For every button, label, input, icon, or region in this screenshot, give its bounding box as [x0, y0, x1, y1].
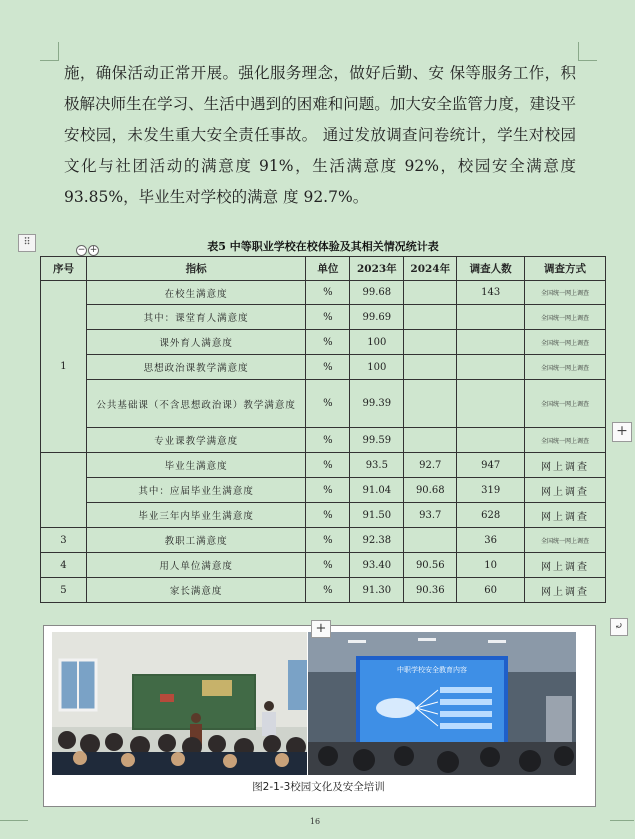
- table-move-handle-icon[interactable]: ⠿: [18, 234, 36, 252]
- cell-method: 全国统一网上调查: [525, 428, 606, 453]
- cell-indicator: 毕业生满意度: [86, 453, 306, 478]
- cell-indicator: 其中：应届毕业生满意度: [86, 478, 306, 503]
- cell-2024: [404, 281, 457, 305]
- cell-2023: 92.38: [350, 528, 404, 553]
- cell-seq: [41, 453, 87, 528]
- cell-seq: 4: [41, 553, 87, 578]
- cell-2024: [404, 528, 457, 553]
- cell-2023: 100: [350, 330, 404, 355]
- cell-count: 628: [457, 503, 525, 528]
- header-2024: 2024年: [404, 257, 457, 281]
- cell-2023: 99.39: [350, 380, 404, 428]
- table-row: [41, 380, 606, 428]
- cell-seq: 3: [41, 528, 87, 553]
- cell-2023: 91.04: [350, 478, 404, 503]
- cell-2023: 91.30: [350, 578, 404, 603]
- cell-seq: 1: [41, 281, 87, 453]
- table-row: [41, 355, 606, 380]
- table-row: [41, 453, 606, 478]
- cell-2024: [404, 428, 457, 453]
- cell-count: 319: [457, 478, 525, 503]
- table-row: [41, 330, 606, 355]
- cell-count: 36: [457, 528, 525, 553]
- expand-plus-icon[interactable]: +: [89, 245, 98, 255]
- page-number: 16: [309, 817, 321, 826]
- cell-indicator: 用人单位满意度: [86, 553, 306, 578]
- table-row: [41, 553, 606, 578]
- cell-2023: 99.59: [350, 428, 404, 453]
- cell-indicator: 毕业三年内毕业生满意度: [86, 503, 306, 528]
- cell-count: [457, 380, 525, 428]
- table-row: [41, 428, 606, 453]
- cell-count: [457, 305, 525, 330]
- header-indicator: 指标: [86, 257, 306, 281]
- cell-unit: %: [306, 428, 350, 453]
- cell-2023: 100: [350, 355, 404, 380]
- screen-title: 中职学校安全教育内容: [397, 666, 467, 674]
- cell-2024: 90.56: [404, 553, 457, 578]
- cell-unit: %: [306, 355, 350, 380]
- cell-method: 全国统一网上调查: [525, 330, 606, 355]
- cell-indicator: 思想政治课教学满意度: [86, 355, 306, 380]
- figure-layout-icon[interactable]: ⤾: [610, 618, 628, 636]
- cell-unit: %: [306, 380, 350, 428]
- cell-2024: [404, 305, 457, 330]
- cell-count: [457, 428, 525, 453]
- cell-2023: 91.50: [350, 503, 404, 528]
- cell-method: 全国统一网上调查: [525, 528, 606, 553]
- cell-method: 网上调查: [525, 478, 606, 503]
- table-header-row: [41, 257, 606, 281]
- table-row: [41, 578, 606, 603]
- cell-2024: 90.36: [404, 578, 457, 603]
- cell-method: 网上调查: [525, 578, 606, 603]
- header-seq: 序号: [41, 257, 87, 281]
- cell-2024: [404, 380, 457, 428]
- cell-method: 全国统一网上调查: [525, 355, 606, 380]
- body-paragraph: 施，确保活动正常开展。强化服务理念，做好后勤、安 保等服务工作，积极解决师生在学习、生活中遇到的困难和问题。加大安全监管力度，建设平安校园，未发生重大安全责任事故。 通过发放调查问卷统计，学生对校园文化与社团活动的满意度 91%，生活满意度 92%，校园安全满意度 93.85%，毕业生对学校的满意 度 92.7%。: [64, 64, 576, 206]
- cell-unit: %: [306, 553, 350, 578]
- cell-indicator: 课外育人满意度: [86, 330, 306, 355]
- cell-seq: 5: [41, 578, 87, 603]
- header-count: 调查人数: [457, 257, 525, 281]
- cell-indicator: 家长满意度: [86, 578, 306, 603]
- header-2023: 2023年: [350, 257, 404, 281]
- crop-mark-bottom-left: [0, 820, 28, 839]
- training-hall-photo: [308, 632, 576, 775]
- header-method: 调查方式: [525, 257, 606, 281]
- cell-2023: 93.40: [350, 553, 404, 578]
- cell-count: [457, 330, 525, 355]
- table-row: [41, 305, 606, 330]
- cell-count: 143: [457, 281, 525, 305]
- cell-count: 947: [457, 453, 525, 478]
- cell-unit: %: [306, 478, 350, 503]
- cell-unit: %: [306, 330, 350, 355]
- cell-method: 全国统一网上调查: [525, 281, 606, 305]
- cell-unit: %: [306, 578, 350, 603]
- cell-count: [457, 355, 525, 380]
- cell-unit: %: [306, 528, 350, 553]
- cell-2023: 93.5: [350, 453, 404, 478]
- cell-2023: 99.69: [350, 305, 404, 330]
- cell-count: 60: [457, 578, 525, 603]
- cell-unit: %: [306, 503, 350, 528]
- cell-indicator: 公共基础课（不含思想政治课）教学满意度: [86, 380, 306, 428]
- figure-caption: 图2-1-3校园文化及安全培训: [252, 781, 385, 793]
- cell-method: 全国统一网上调查: [525, 380, 606, 428]
- cell-2024: 92.7: [404, 453, 457, 478]
- table-body: [41, 281, 606, 603]
- cell-method: 网上调查: [525, 503, 606, 528]
- table-row: [41, 503, 606, 528]
- crop-mark-bottom-right: [610, 820, 634, 839]
- cell-method: 网上调查: [525, 453, 606, 478]
- crop-mark-top-left: [40, 42, 59, 61]
- cell-indicator: 专业课教学满意度: [86, 428, 306, 453]
- cell-2024: 90.68: [404, 478, 457, 503]
- table-row: [41, 528, 606, 553]
- cell-count: 10: [457, 553, 525, 578]
- cell-indicator: 在校生满意度: [86, 281, 306, 305]
- cell-unit: %: [306, 453, 350, 478]
- cell-indicator: 教职工满意度: [86, 528, 306, 553]
- crop-mark-top-right: [578, 42, 597, 61]
- cell-2023: 99.68: [350, 281, 404, 305]
- header-unit: 单位: [306, 257, 350, 281]
- table-row: [41, 281, 606, 305]
- satisfaction-table: [40, 256, 606, 603]
- cell-unit: %: [306, 281, 350, 305]
- cell-method: 全国统一网上调查: [525, 305, 606, 330]
- cell-2024: [404, 330, 457, 355]
- figure-add-plus-icon[interactable]: +: [311, 620, 331, 638]
- cell-unit: %: [306, 305, 350, 330]
- cell-2024: [404, 355, 457, 380]
- add-row-plus-icon[interactable]: +: [612, 422, 632, 442]
- collapse-minus-icon[interactable]: −: [77, 245, 86, 255]
- table-title: 表5 中等职业学校在校体验及其相关情况统计表: [207, 240, 439, 253]
- table-row: [41, 478, 606, 503]
- classroom-photo: [52, 632, 307, 775]
- cell-indicator: 其中：课堂育人满意度: [86, 305, 306, 330]
- cell-method: 网上调查: [525, 553, 606, 578]
- cell-2024: 93.7: [404, 503, 457, 528]
